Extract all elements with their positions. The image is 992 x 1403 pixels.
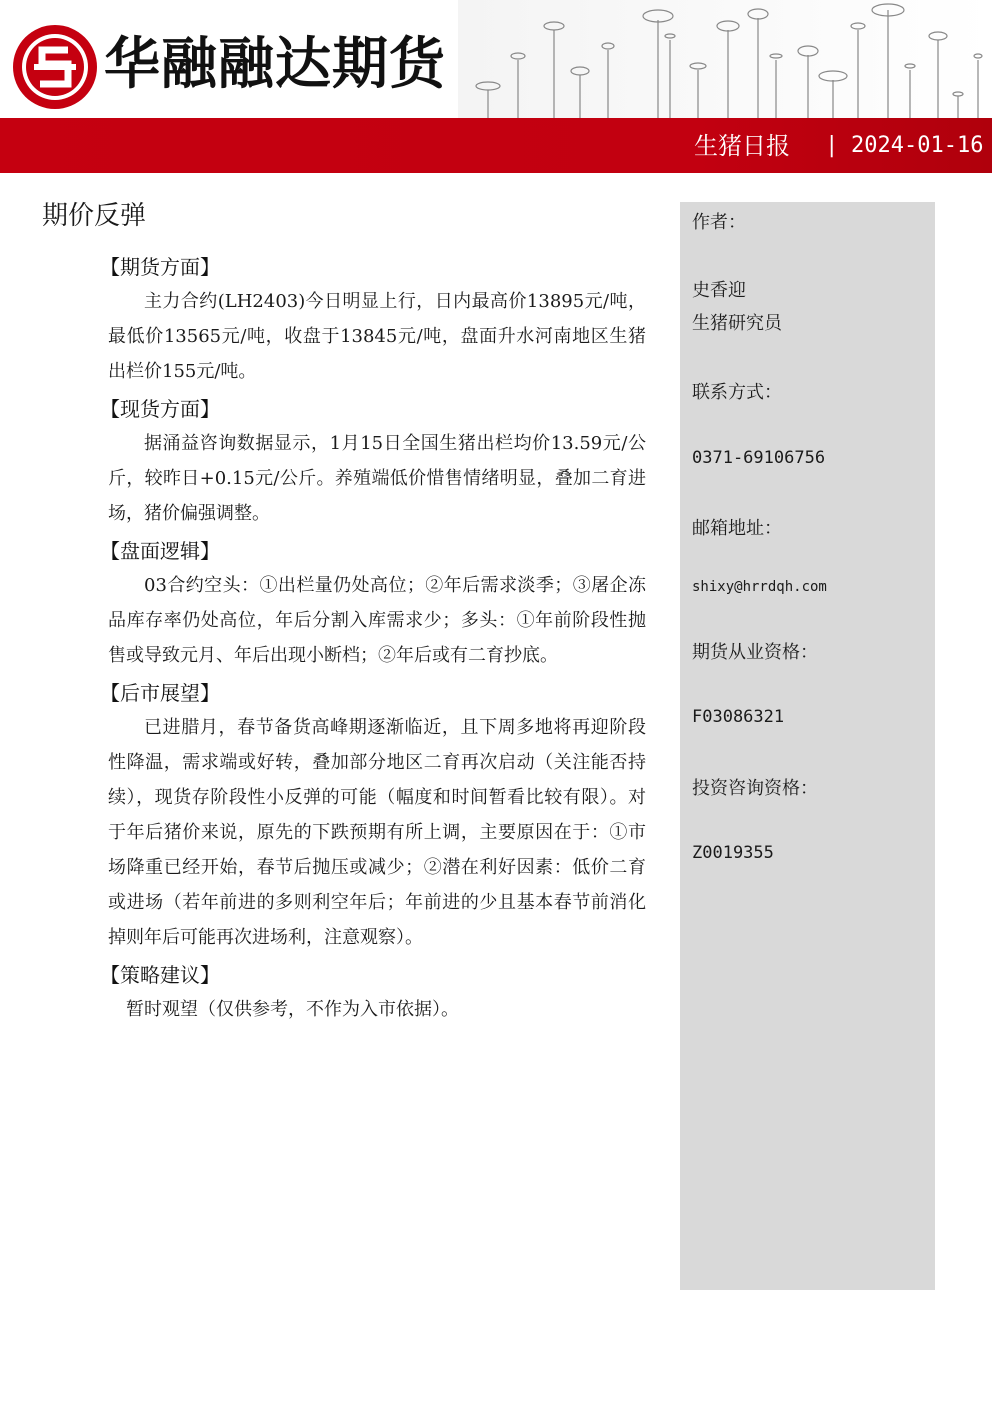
header-separator: | — [828, 133, 836, 158]
report-type: 生猪日报 — [694, 132, 790, 160]
report-title: 期价反弹 — [42, 201, 147, 231]
section-body-outlook: 已进腊月，春节备货高峰期逐渐临近，且下周多地将再迎阶段性降温，需求端或好转，叠加部分地区二育再次启动（关注能否持续），现货存阶段性小反弹的可能（幅度和时间暂看比较有限）。对于年后猪价来说，原先的下跌预期有所上调，主要原因在于：①市场降重已经开始，春节后抛压或减少；②潜在利好因素：低价二育或进场（若年前进的多则利空年后；年前进的少且基本春节前消化掉则年后可能再次进场利，注意观察）。 — [108, 717, 646, 948]
section-body-spot: 据涌益咨询数据显示，1月15日全国生猪出栏均价13.59元/公斤，较昨日+0.15元/公斤。养殖端低价惜售情绪明显，叠加二育进场，猪价偏强调整。 — [108, 433, 646, 524]
section-body-logic: 03合约空头：①出栏量仍处高位；②年后需求淡季；③屠企冻品库存率仍处高位，年后分割入库需求少；多头：①年前阶段性抛售或导致元月、年后出现小断档；②年后或有二育抄底。 — [108, 575, 646, 666]
author-name: 史香迎 — [692, 280, 746, 301]
section-body-futures: 主力合约(LH2403)今日明显上行，日内最高价13895元/吨，最低价13565元/吨，收盘于13845元/吨，盘面升水河南地区生猪出栏价155元/吨。 — [108, 291, 646, 382]
section-heading-futures: 【期货方面】 — [100, 255, 220, 279]
company-name: 华融融达期货 — [104, 32, 446, 97]
section-body-strategy: 暂时观望（仅供参考，不作为入市依据）。 — [126, 999, 459, 1020]
section-heading-logic: 【盘面逻辑】 — [100, 539, 220, 563]
author-label: 作者： — [692, 212, 746, 233]
email-address: shixy@hrrdqh.com — [692, 579, 827, 595]
company-logo — [10, 22, 100, 112]
header-red-bar — [0, 118, 992, 173]
report-body — [100, 250, 646, 1027]
section-heading-outlook: 【后市展望】 — [100, 681, 220, 705]
contact-label: 联系方式： — [692, 382, 782, 403]
advisory-cert-label: 投资咨询资格： — [692, 778, 818, 799]
author-role: 生猪研究员 — [692, 313, 782, 334]
futures-cert-label: 期货从业资格： — [692, 642, 818, 663]
header-decoration — [458, 0, 992, 118]
futures-cert-number: F03086321 — [692, 707, 785, 727]
huarong-logo-icon — [10, 22, 100, 112]
author-sidebar — [680, 202, 935, 1290]
email-label: 邮箱地址： — [692, 518, 782, 539]
section-heading-strategy: 【策略建议】 — [100, 963, 220, 987]
phone-number: 0371-69106756 — [692, 448, 826, 468]
report-date: 2024-01-16 — [851, 133, 984, 158]
section-heading-spot: 【现货方面】 — [100, 397, 220, 421]
advisory-cert-number: Z0019355 — [692, 843, 774, 863]
